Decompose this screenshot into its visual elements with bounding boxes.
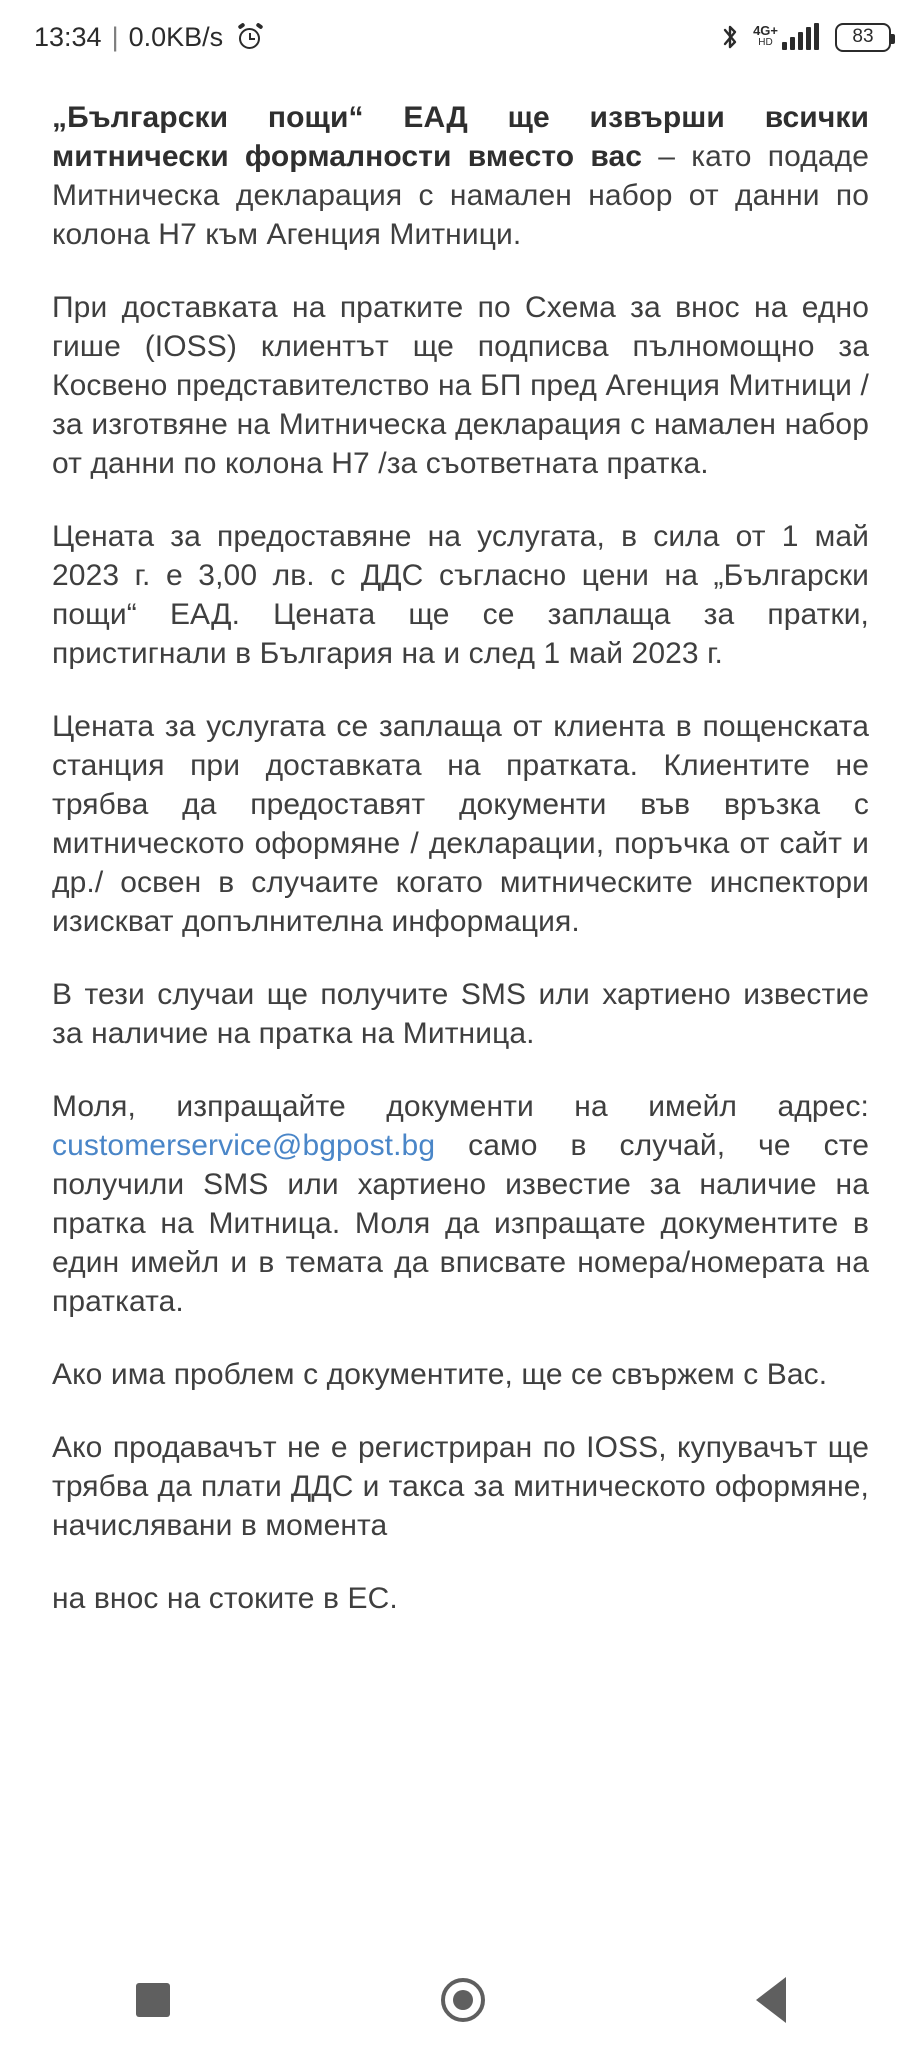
network-status — [753, 24, 819, 50]
network-type-label: 4G+ HD — [753, 23, 778, 48]
system-navigation-bar — [0, 1951, 921, 2048]
customer-service-email-link[interactable]: customerservice@bgpost.bg — [52, 1129, 436, 1162]
paragraph-8: Ако продавачът не е регистриран по IOSS, купувачът ще трябва да плати ДДС и такса за митническото оформяне, начислявани в момента — [52, 1431, 869, 1542]
status-bar — [0, 0, 921, 74]
paragraph-2: При доставката на пратките по Схема за внос на едно гише (IOSS) клиентът ще подписва пълномощно за Косвено представителство на БП пред Агенция Митници / за изготвяне на Митническа декларация с намален набор от данни по колона Н7 /за съответната пратка. — [52, 291, 869, 480]
battery-icon — [835, 23, 891, 52]
article-content[interactable] — [0, 74, 921, 1952]
recents-square-icon[interactable] — [136, 1983, 170, 2017]
battery-level: 83 — [852, 26, 874, 47]
paragraph-6-after: само в случай, че сте получили SMS или хартиено известие за наличие на пратка на Митница. Моля да изпращате документите в един имейл и в темата да вписвате номера/номерата на пратката. — [52, 1129, 869, 1318]
status-separator: | — [111, 21, 119, 52]
paragraph-1-rest: – като подаде Митническа декларация с намален набор от данни по колона Н7 към Агенция Митници. — [52, 140, 870, 251]
paragraph-3: Цената за предоставяне на услугата, в сила от 1 май 2023 г. е 3,00 лв. с ДДС съгласно цени на „Български пощи“ ЕАД. Цената ще се заплаща за пратки, пристигнали в България на и след 1 май 2023 г. — [52, 520, 869, 670]
paragraph-6-before: Моля, изпращайте документи на имейл адрес: — [52, 1090, 869, 1123]
paragraph-4: Цената за услугата се заплаща от клиента в пощенската станция при доставката на пратката. Клиентите не трябва да предоставят документи във връзка с митническото оформяне / декларации, поръчка от сайт и др./ освен в случаите когато митническите инспектори изискват допълнителна информация. — [52, 710, 869, 938]
network-speed: 0.0KB/s — [128, 21, 224, 52]
bluetooth-icon — [719, 22, 741, 52]
signal-bars-icon — [782, 24, 819, 50]
status-bar-left — [34, 22, 264, 53]
paragraph-1 — [52, 98, 869, 254]
paragraph-9-clipped: на внос на стоките в ЕС. — [52, 1582, 398, 1615]
paragraph-5: В тези случаи ще получите SMS или хартиено известие за наличие на пратка на Митница. — [52, 978, 869, 1050]
status-time: 13:34 — [34, 21, 102, 52]
status-bar-right — [719, 22, 891, 52]
home-circle-icon[interactable] — [441, 1978, 485, 2022]
paragraph-6 — [52, 1087, 869, 1321]
paragraph-1-lead: „Български пощи“ ЕАД ще извърши всички митнически формалности вместо вас — [52, 101, 869, 173]
alarm-clock-icon — [237, 24, 264, 51]
paragraph-7: Ако има проблем с документите, ще се свържем с Вас. — [52, 1358, 828, 1391]
back-triangle-icon[interactable] — [756, 1977, 786, 2023]
